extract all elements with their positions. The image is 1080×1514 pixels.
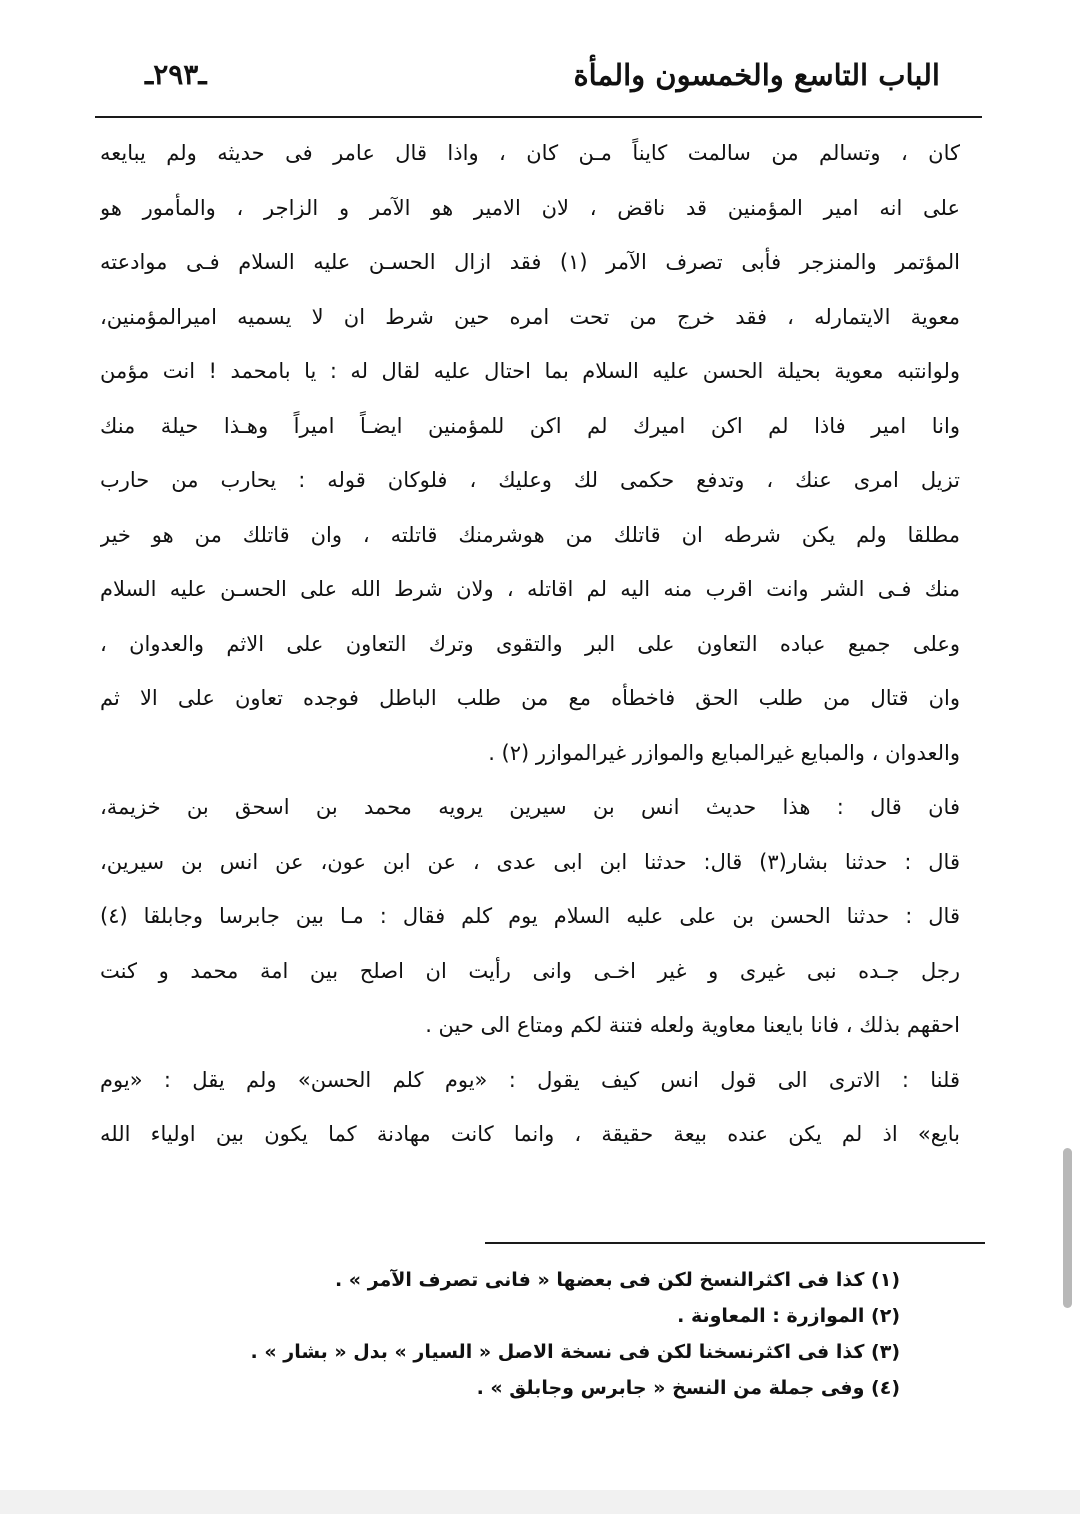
page-header (100, 52, 970, 102)
header-divider (95, 116, 982, 118)
text-line: المؤتمر والمنزجر فأبى تصرف الآمر (١) فقد ازال الحسـن عليه السلام فـى موادعته (100, 250, 960, 274)
text-line: والعدوان ، والمبايع غيرالمبايع والموازر غيرالموازر (٢) . (488, 740, 960, 765)
text-line: قلنا : الاترى الى قول انس كيف يقول : «يوم كلم الحسن» ولم يقل : «يوم (100, 1067, 960, 1092)
text-line: قال : حدثنا الحسن بن على عليه السلام يوم كلم فقال : مـا بين جابرسا وجابلقا (٤) (100, 904, 960, 928)
body-text (100, 126, 960, 1162)
footnote-divider (485, 1242, 985, 1244)
text-line: ولوانتبه معوية بحيلة الحسن عليه السلام بما احتال عليه لقال له : يا بامحمد ! انت مؤمن (100, 359, 960, 383)
text-line: كان ، وتسالم من سالمت كايناً مـن كان ، واذا قال عامر فى حديثه ولم يبايعه (100, 141, 960, 165)
text-line: فان قال : هذا حديث انس بن سيرين يرويه محمد بن اسحق بن خزيمة، (100, 795, 960, 819)
vertical-scrollbar[interactable] (1063, 1148, 1072, 1308)
page-number: ـ٢٩٣ـ (145, 58, 207, 91)
footnotes (150, 1262, 900, 1406)
paragraph-1 (100, 126, 960, 780)
text-line: وان قتال من طلب الحق فاخطأه مع من طلب الباطل فوجده تعاون على الا ثم (100, 686, 960, 710)
footnote-2: (٢) الموازرة : المعاونة . (677, 1305, 900, 1327)
running-title: الباب التاسع والخمسون والمأة (573, 58, 940, 92)
footnote-1: (١) كذا فى اكثرالنسخ لكن فى بعضها « فانى تصرف الآمر » . (334, 1269, 900, 1291)
text-line: تزيل امرى عنك ، وتدفع حكمى لك وعليك ، فلوكان قوله : يحارب من حارب (100, 468, 960, 492)
footnote-3: (٣) كذا فى اكثرنسخنا لكن فى نسخة الاصل « السيار » بدل « بشار » . (250, 1341, 900, 1363)
paragraph-2 (100, 780, 960, 1053)
text-line: احقهم بذلك ، فانا بايعنا معاوية ولعله فتنة لكم ومتاع الى حين . (425, 1013, 960, 1037)
text-line: معوية الايتمارله ، فقد خرج من تحت امره حين شرط ان لا يسميه اميرالمؤمنين، (100, 304, 960, 329)
text-line: وانا امير فاذا لم اكن اميرك لم اكن للمؤمنين ايضـاً اميراً وهـذا حيلة منك (100, 413, 960, 438)
text-line: مطلقا ولم يكن شرطه ان قاتلك من هوشرمنك قاتلته ، وان قاتلك من هو خير (100, 522, 960, 547)
text-line: رجل جـده نبى غيرى و غير اخـى وانى رأيت ان اصلح بين امة محمد و كنت (100, 958, 960, 983)
text-line: منك فـى الشر وانت اقرب منه اليه لم اقاتله ، ولان شرط الله على الحسـن عليه السلام (100, 577, 960, 601)
text-line: بايع» اذ لم يكن عنده بيعة حقيقة ، وانما كانت مهادنة كما يكون بين اولياء الله (100, 1122, 960, 1146)
text-line: وعلى جميع عباده التعاون على البر والتقوى وترك التعاون على الاثم والعدوان ، (100, 631, 960, 656)
footnote-4: (٤) وفى جملة من النسخ « جابرس وجابلق » . (476, 1377, 900, 1399)
paragraph-3 (100, 1053, 960, 1162)
text-line: على انه امير المؤمنين قد ناقض ، لان الامير هو الآمر و الزاجر ، والمأمور هو (100, 195, 960, 220)
viewer-bottom-strip (0, 1490, 1080, 1514)
text-line: قال : حدثنا بشار(٣) قال: حدثنا ابن ابى عدى ، عن ابن عون، عن انس بن سيرين، (100, 849, 960, 874)
